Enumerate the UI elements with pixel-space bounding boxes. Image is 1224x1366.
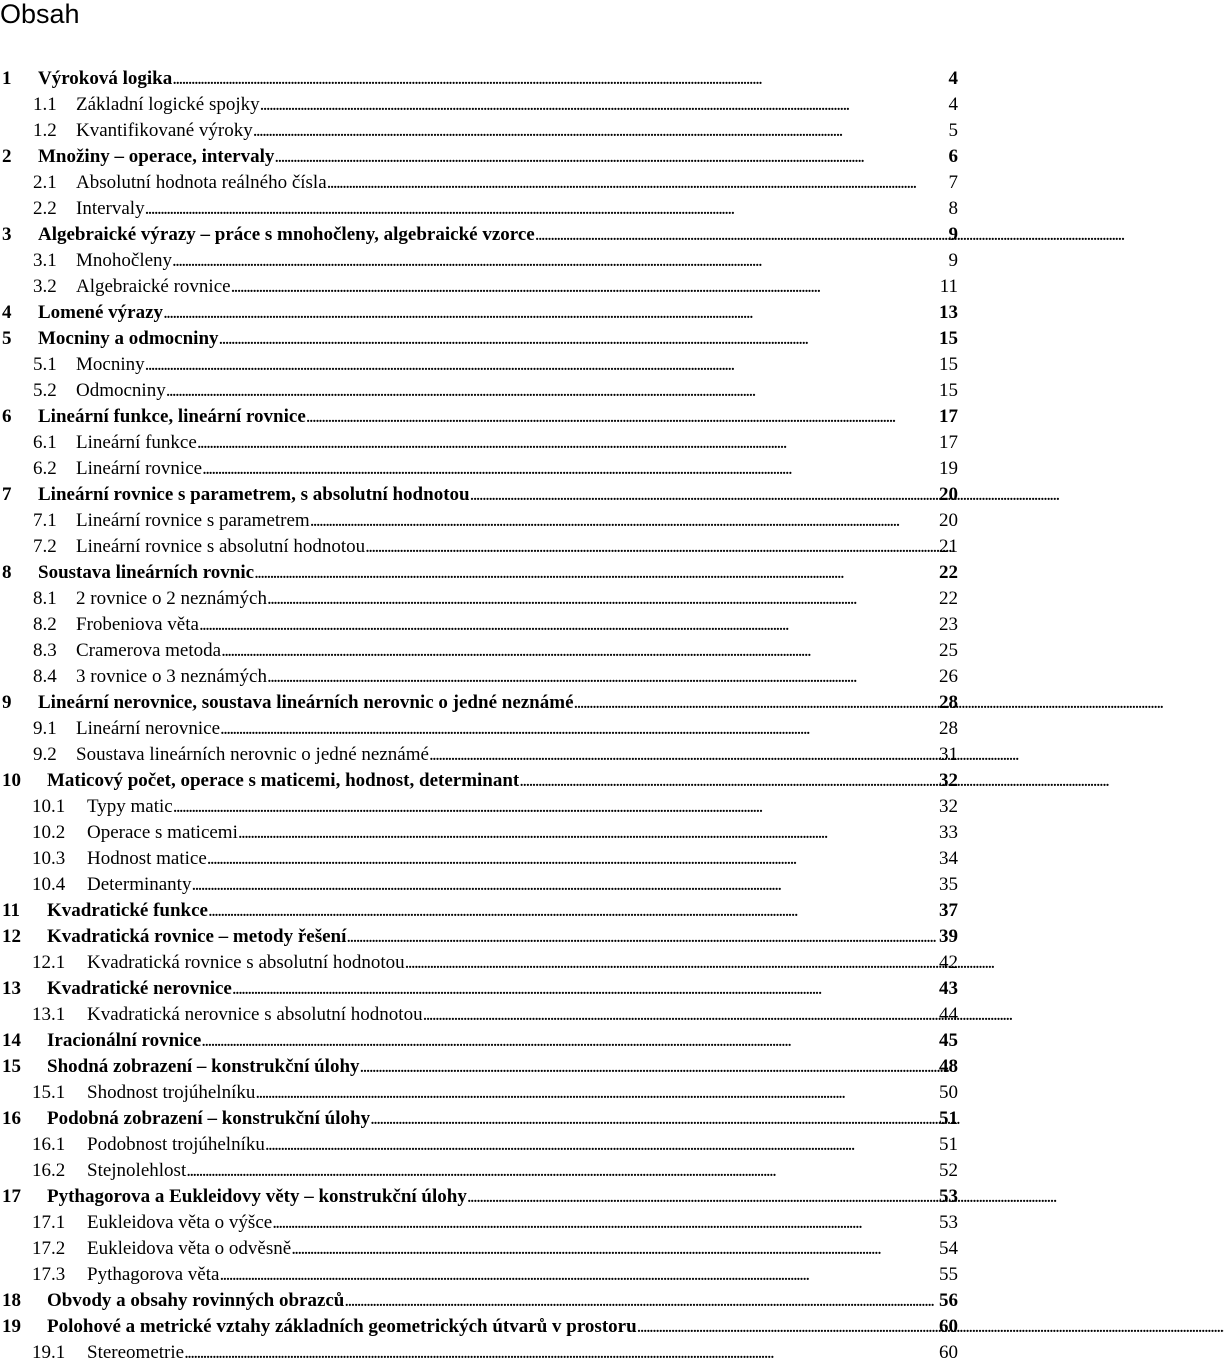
toc-section-entry[interactable] — [0, 820, 960, 846]
toc-entry-page: 51 — [939, 1134, 958, 1155]
toc-entry-title: Obvody a obsahy rovinných obrazců — [47, 1290, 345, 1311]
toc-entry-page: 32 — [939, 770, 958, 791]
toc-entry-page: 4 — [948, 94, 958, 115]
toc-section-entry[interactable] — [0, 352, 960, 378]
toc-dot-leader — [344, 1291, 939, 1310]
toc-entry-title: Kvadratická rovnice – metody řešení — [47, 926, 347, 947]
toc-entry-number: 6.1 — [33, 432, 57, 453]
toc-section-entry[interactable] — [0, 274, 960, 300]
toc-dot-leader — [207, 849, 939, 868]
toc-entry-title: Soustava lineárních rovnic — [38, 562, 255, 583]
toc-entry-title: Shodnost trojúhelníku — [87, 1082, 256, 1103]
toc-entry-number: 6 — [2, 406, 12, 427]
toc-entry-page: 9 — [948, 224, 958, 245]
toc-entry-title: Stejnolehlost — [87, 1160, 187, 1181]
toc-entry-title: Lineární rovnice s absolutní hodnotou — [76, 536, 366, 557]
toc-entry-title: Determinanty — [87, 874, 192, 895]
toc-entry-page: 35 — [939, 874, 958, 895]
toc-entry-number: 11 — [2, 900, 20, 921]
toc-entry-title: Kvantifikované výroky — [76, 120, 253, 141]
table-of-contents — [0, 66, 960, 1366]
toc-entry-page: 43 — [939, 978, 958, 999]
toc-entry-number: 10 — [2, 770, 21, 791]
toc-dot-leader — [172, 251, 948, 270]
toc-dot-leader — [370, 1109, 939, 1128]
toc-entry-page: 48 — [939, 1056, 958, 1077]
toc-section-entry[interactable] — [0, 742, 960, 768]
toc-entry-number: 7.1 — [33, 510, 57, 531]
toc-entry-title: 2 rovnice o 2 neznámých — [76, 588, 267, 609]
toc-entry-number: 3.1 — [33, 250, 57, 271]
toc-entry-title: Podobná zobrazení – konstrukční úlohy — [47, 1108, 371, 1129]
toc-entry-number: 8.3 — [33, 640, 57, 661]
toc-entry-page: 7 — [948, 172, 958, 193]
toc-section-entry[interactable] — [0, 508, 960, 534]
toc-entry-page: 4 — [948, 68, 958, 89]
toc-chapter-entry[interactable] — [0, 898, 960, 924]
toc-dot-leader — [208, 901, 939, 920]
toc-entry-number: 7.2 — [33, 536, 57, 557]
toc-entry-title: Kvadratické funkce — [47, 900, 208, 921]
toc-dot-leader — [254, 563, 939, 582]
toc-entry-number: 7 — [2, 484, 12, 505]
toc-entry-page: 32 — [939, 796, 958, 817]
toc-entry-page: 28 — [939, 692, 958, 713]
toc-section-entry[interactable] — [0, 1002, 960, 1028]
toc-entry-number: 17.2 — [32, 1238, 66, 1259]
toc-entry-title: Výroková logika — [38, 68, 173, 89]
toc-entry-title: Lineární funkce — [76, 432, 197, 453]
toc-entry-title: Pythagorova věta — [87, 1264, 220, 1285]
toc-chapter-entry[interactable] — [0, 326, 960, 352]
toc-dot-leader — [291, 1239, 939, 1258]
toc-entry-title: Množiny – operace, intervaly — [38, 146, 275, 167]
toc-entry-number: 17 — [2, 1186, 21, 1207]
toc-entry-page: 34 — [939, 848, 958, 869]
toc-dot-leader — [199, 615, 939, 634]
toc-entry-title: Maticový počet, operace s maticemi, hodnost, determinant — [47, 770, 520, 791]
toc-entry-title: Algebraické rovnice — [76, 276, 231, 297]
toc-entry-page: 20 — [939, 510, 958, 531]
toc-dot-leader — [253, 121, 949, 140]
toc-entry-page: 15 — [939, 328, 958, 349]
toc-entry-number: 10.2 — [32, 822, 66, 843]
toc-entry-page: 50 — [939, 1082, 958, 1103]
toc-dot-leader — [238, 823, 939, 842]
toc-entry-title: Lineární rovnice — [76, 458, 203, 479]
toc-dot-leader — [306, 407, 939, 426]
toc-entry-number: 5.1 — [33, 354, 57, 375]
toc-dot-leader — [267, 589, 939, 608]
toc-dot-leader — [232, 979, 939, 998]
toc-chapter-entry[interactable] — [0, 144, 960, 170]
toc-entry-number: 19 — [2, 1316, 21, 1337]
toc-dot-leader — [274, 147, 948, 166]
toc-dot-leader — [272, 1213, 939, 1232]
toc-entry-number: 8.4 — [33, 666, 57, 687]
toc-entry-page: 19 — [939, 458, 958, 479]
toc-dot-leader — [535, 225, 949, 244]
toc-entry-number: 10.1 — [32, 796, 66, 817]
toc-dot-leader — [346, 927, 939, 946]
toc-entry-title: Mocniny a odmocniny — [38, 328, 219, 349]
toc-entry-number: 16.2 — [32, 1160, 66, 1181]
toc-chapter-entry[interactable] — [0, 300, 960, 326]
toc-entry-title: Lineární funkce, lineární rovnice — [38, 406, 306, 427]
toc-entry-number: 18 — [2, 1290, 21, 1311]
toc-entry-page: 28 — [939, 718, 958, 739]
toc-entry-title: Základní logické spojky — [76, 94, 260, 115]
toc-entry-number: 17.1 — [32, 1212, 66, 1233]
toc-entry-number: 8 — [2, 562, 12, 583]
page-title: Obsah — [0, 0, 80, 29]
toc-entry-page: 23 — [939, 614, 958, 635]
toc-entry-title: Lineární rovnice s parametrem, s absolutní hodnotou — [38, 484, 470, 505]
toc-entry-page: 37 — [939, 900, 958, 921]
toc-entry-page: 45 — [939, 1030, 958, 1051]
toc-entry-page: 33 — [939, 822, 958, 843]
toc-entry-number: 16.1 — [32, 1134, 66, 1155]
toc-entry-number: 5.2 — [33, 380, 57, 401]
toc-entry-title: 3 rovnice o 3 neznámých — [76, 666, 267, 687]
toc-entry-title: Podobnost trojúhelníku — [87, 1134, 265, 1155]
toc-dot-leader — [405, 953, 939, 972]
toc-chapter-entry[interactable] — [0, 1288, 960, 1314]
toc-chapter-entry[interactable] — [0, 1106, 960, 1132]
toc-entry-number: 6.2 — [33, 458, 57, 479]
toc-dot-leader — [184, 1343, 939, 1362]
toc-chapter-entry[interactable] — [0, 66, 960, 92]
toc-entry-page: 39 — [939, 926, 958, 947]
toc-entry-number: 4 — [2, 302, 12, 323]
toc-section-entry[interactable] — [0, 1080, 960, 1106]
toc-entry-number: 2 — [2, 146, 12, 167]
toc-dot-leader — [429, 745, 939, 764]
toc-section-entry[interactable] — [0, 1210, 960, 1236]
toc-chapter-entry[interactable] — [0, 768, 960, 794]
toc-section-entry[interactable] — [0, 950, 960, 976]
toc-entry-title: Stereometrie — [87, 1342, 185, 1363]
toc-entry-number: 12 — [2, 926, 21, 947]
toc-entry-number: 13.1 — [32, 1004, 66, 1025]
toc-dot-leader — [519, 771, 939, 790]
toc-dot-leader — [255, 1083, 939, 1102]
toc-entry-page: 53 — [939, 1212, 958, 1233]
toc-section-entry[interactable] — [0, 872, 960, 898]
toc-chapter-entry[interactable] — [0, 976, 960, 1002]
toc-entry-title: Intervaly — [76, 198, 145, 219]
toc-chapter-entry[interactable] — [0, 482, 960, 508]
toc-dot-leader — [423, 1005, 939, 1024]
toc-entry-number: 1.2 — [33, 120, 57, 141]
toc-dot-leader — [172, 69, 948, 88]
toc-entry-title: Lineární nerovnice, soustava lineárních nerovnic o jedné neznámé — [38, 692, 574, 713]
toc-entry-title: Polohové a metrické vztahy základních geometrických útvarů v prostoru — [47, 1316, 637, 1337]
toc-chapter-entry[interactable] — [0, 1314, 960, 1340]
toc-dot-leader — [260, 95, 949, 114]
toc-entry-number: 1.1 — [33, 94, 57, 115]
toc-section-entry[interactable] — [0, 248, 960, 274]
toc-entry-number: 13 — [2, 978, 21, 999]
toc-dot-leader — [163, 303, 939, 322]
toc-dot-leader — [173, 797, 939, 816]
toc-chapter-entry[interactable] — [0, 924, 960, 950]
toc-entry-number: 5 — [2, 328, 12, 349]
toc-entry-page: 44 — [939, 1004, 958, 1025]
toc-entry-number: 3.2 — [33, 276, 57, 297]
toc-entry-title: Lineární rovnice s parametrem — [76, 510, 310, 531]
toc-entry-number: 15 — [2, 1056, 21, 1077]
toc-entry-number: 16 — [2, 1108, 21, 1129]
toc-chapter-entry[interactable] — [0, 690, 960, 716]
toc-entry-page: 52 — [939, 1160, 958, 1181]
toc-section-entry[interactable] — [0, 118, 960, 144]
toc-section-entry[interactable] — [0, 92, 960, 118]
toc-entry-page: 20 — [939, 484, 958, 505]
toc-entry-title: Kvadratická rovnice s absolutní hodnotou — [87, 952, 405, 973]
toc-entry-number: 19.1 — [32, 1342, 66, 1363]
toc-entry-title: Iracionální rovnice — [47, 1030, 202, 1051]
toc-entry-title: Operace s maticemi — [87, 822, 238, 843]
toc-entry-title: Pythagorova a Eukleidovy věty – konstrukční úlohy — [47, 1186, 467, 1207]
toc-entry-page: 6 — [948, 146, 958, 167]
toc-entry-title: Kvadratické nerovnice — [47, 978, 232, 999]
toc-dot-leader — [186, 1161, 939, 1180]
toc-entry-title: Typy matic — [87, 796, 173, 817]
toc-entry-page: 17 — [939, 406, 958, 427]
toc-entry-page: 13 — [939, 302, 958, 323]
toc-chapter-entry[interactable] — [0, 222, 960, 248]
toc-dot-leader — [166, 381, 939, 400]
toc-entry-number: 10.3 — [32, 848, 66, 869]
toc-section-entry[interactable] — [0, 638, 960, 664]
toc-section-entry[interactable] — [0, 664, 960, 690]
toc-entry-page: 8 — [948, 198, 958, 219]
toc-entry-number: 15.1 — [32, 1082, 66, 1103]
toc-entry-title: Hodnost matice — [87, 848, 207, 869]
toc-entry-page: 5 — [948, 120, 958, 141]
toc-dot-leader — [365, 537, 939, 556]
toc-dot-leader — [574, 693, 939, 712]
toc-section-entry[interactable] — [0, 794, 960, 820]
toc-entry-title: Frobeniova věta — [76, 614, 199, 635]
toc-chapter-entry[interactable] — [0, 560, 960, 586]
toc-entry-page: 31 — [939, 744, 958, 765]
toc-entry-number: 9.1 — [33, 718, 57, 739]
toc-section-entry[interactable] — [0, 196, 960, 222]
toc-dot-leader — [219, 1265, 939, 1284]
toc-entry-page: 54 — [939, 1238, 958, 1259]
toc-entry-number: 14 — [2, 1030, 21, 1051]
toc-entry-number: 8.2 — [33, 614, 57, 635]
toc-entry-page: 22 — [939, 588, 958, 609]
toc-section-entry[interactable] — [0, 1236, 960, 1262]
toc-entry-title: Eukleidova věta o odvěsně — [87, 1238, 292, 1259]
toc-entry-page: 51 — [939, 1108, 958, 1129]
toc-section-entry[interactable] — [0, 846, 960, 872]
toc-entry-number: 8.1 — [33, 588, 57, 609]
toc-entry-page: 60 — [939, 1316, 958, 1337]
toc-dot-leader — [202, 459, 939, 478]
toc-entry-title: Shodná zobrazení – konstrukční úlohy — [47, 1056, 360, 1077]
toc-section-entry[interactable] — [0, 534, 960, 560]
toc-dot-leader — [220, 719, 939, 738]
toc-entry-title: Absolutní hodnota reálného čísla — [76, 172, 327, 193]
toc-dot-leader — [231, 277, 940, 296]
toc-dot-leader — [360, 1057, 939, 1076]
toc-entry-title: Soustava lineárních nerovnic o jedné neznámé — [76, 744, 429, 765]
toc-dot-leader — [637, 1317, 939, 1336]
toc-entry-number: 2.2 — [33, 198, 57, 219]
toc-dot-leader — [467, 1187, 939, 1206]
toc-section-entry[interactable] — [0, 1158, 960, 1184]
toc-dot-leader — [145, 355, 939, 374]
toc-section-entry[interactable] — [0, 716, 960, 742]
toc-entry-page: 15 — [939, 380, 958, 401]
toc-entry-page: 55 — [939, 1264, 958, 1285]
toc-section-entry[interactable] — [0, 430, 960, 456]
toc-dot-leader — [327, 173, 949, 192]
toc-entry-page: 56 — [939, 1290, 958, 1311]
toc-section-entry[interactable] — [0, 1132, 960, 1158]
toc-entry-page: 17 — [939, 432, 958, 453]
toc-entry-page: 53 — [939, 1186, 958, 1207]
toc-entry-number: 17.3 — [32, 1264, 66, 1285]
toc-entry-page: 21 — [939, 536, 958, 557]
toc-entry-number: 10.4 — [32, 874, 66, 895]
toc-chapter-entry[interactable] — [0, 1054, 960, 1080]
toc-entry-title: Kvadratická nerovnice s absolutní hodnotou — [87, 1004, 423, 1025]
toc-entry-page: 9 — [948, 250, 958, 271]
toc-entry-number: 2.1 — [33, 172, 57, 193]
toc-dot-leader — [201, 1031, 939, 1050]
toc-chapter-entry[interactable] — [0, 404, 960, 430]
toc-entry-page: 26 — [939, 666, 958, 687]
toc-section-entry[interactable] — [0, 456, 960, 482]
toc-entry-number: 12.1 — [32, 952, 66, 973]
toc-entry-title: Eukleidova věta o výšce — [87, 1212, 273, 1233]
toc-entry-number: 9 — [2, 692, 12, 713]
toc-entry-title: Mocniny — [76, 354, 145, 375]
toc-entry-page: 60 — [939, 1342, 958, 1363]
toc-dot-leader — [221, 641, 939, 660]
toc-dot-leader — [470, 485, 939, 504]
toc-entry-title: Mnohočleny — [76, 250, 173, 271]
toc-dot-leader — [197, 433, 939, 452]
toc-entry-title: Lomené výrazy — [38, 302, 164, 323]
toc-section-entry[interactable] — [0, 1340, 960, 1366]
toc-dot-leader — [219, 329, 939, 348]
toc-entry-page: 42 — [939, 952, 958, 973]
toc-entry-title: Cramerova metoda — [76, 640, 222, 661]
toc-entry-page: 11 — [939, 276, 958, 297]
toc-dot-leader — [267, 667, 939, 686]
toc-entry-title: Algebraické výrazy – práce s mnohočleny, algebraické vzorce — [38, 224, 535, 245]
toc-dot-leader — [191, 875, 939, 894]
toc-entry-number: 1 — [2, 68, 12, 89]
toc-entry-number: 9.2 — [33, 744, 57, 765]
toc-section-entry[interactable] — [0, 170, 960, 196]
toc-section-entry[interactable] — [0, 612, 960, 638]
toc-chapter-entry[interactable] — [0, 1028, 960, 1054]
toc-entry-page: 22 — [939, 562, 958, 583]
toc-entry-page: 25 — [939, 640, 958, 661]
toc-entry-page: 15 — [939, 354, 958, 375]
toc-entry-title: Lineární nerovnice — [76, 718, 221, 739]
toc-entry-title: Odmocniny — [76, 380, 166, 401]
toc-section-entry[interactable] — [0, 586, 960, 612]
toc-dot-leader — [145, 199, 949, 218]
toc-section-entry[interactable] — [0, 1262, 960, 1288]
toc-dot-leader — [310, 511, 939, 530]
toc-section-entry[interactable] — [0, 378, 960, 404]
toc-dot-leader — [265, 1135, 939, 1154]
toc-entry-number: 3 — [2, 224, 12, 245]
toc-chapter-entry[interactable] — [0, 1184, 960, 1210]
